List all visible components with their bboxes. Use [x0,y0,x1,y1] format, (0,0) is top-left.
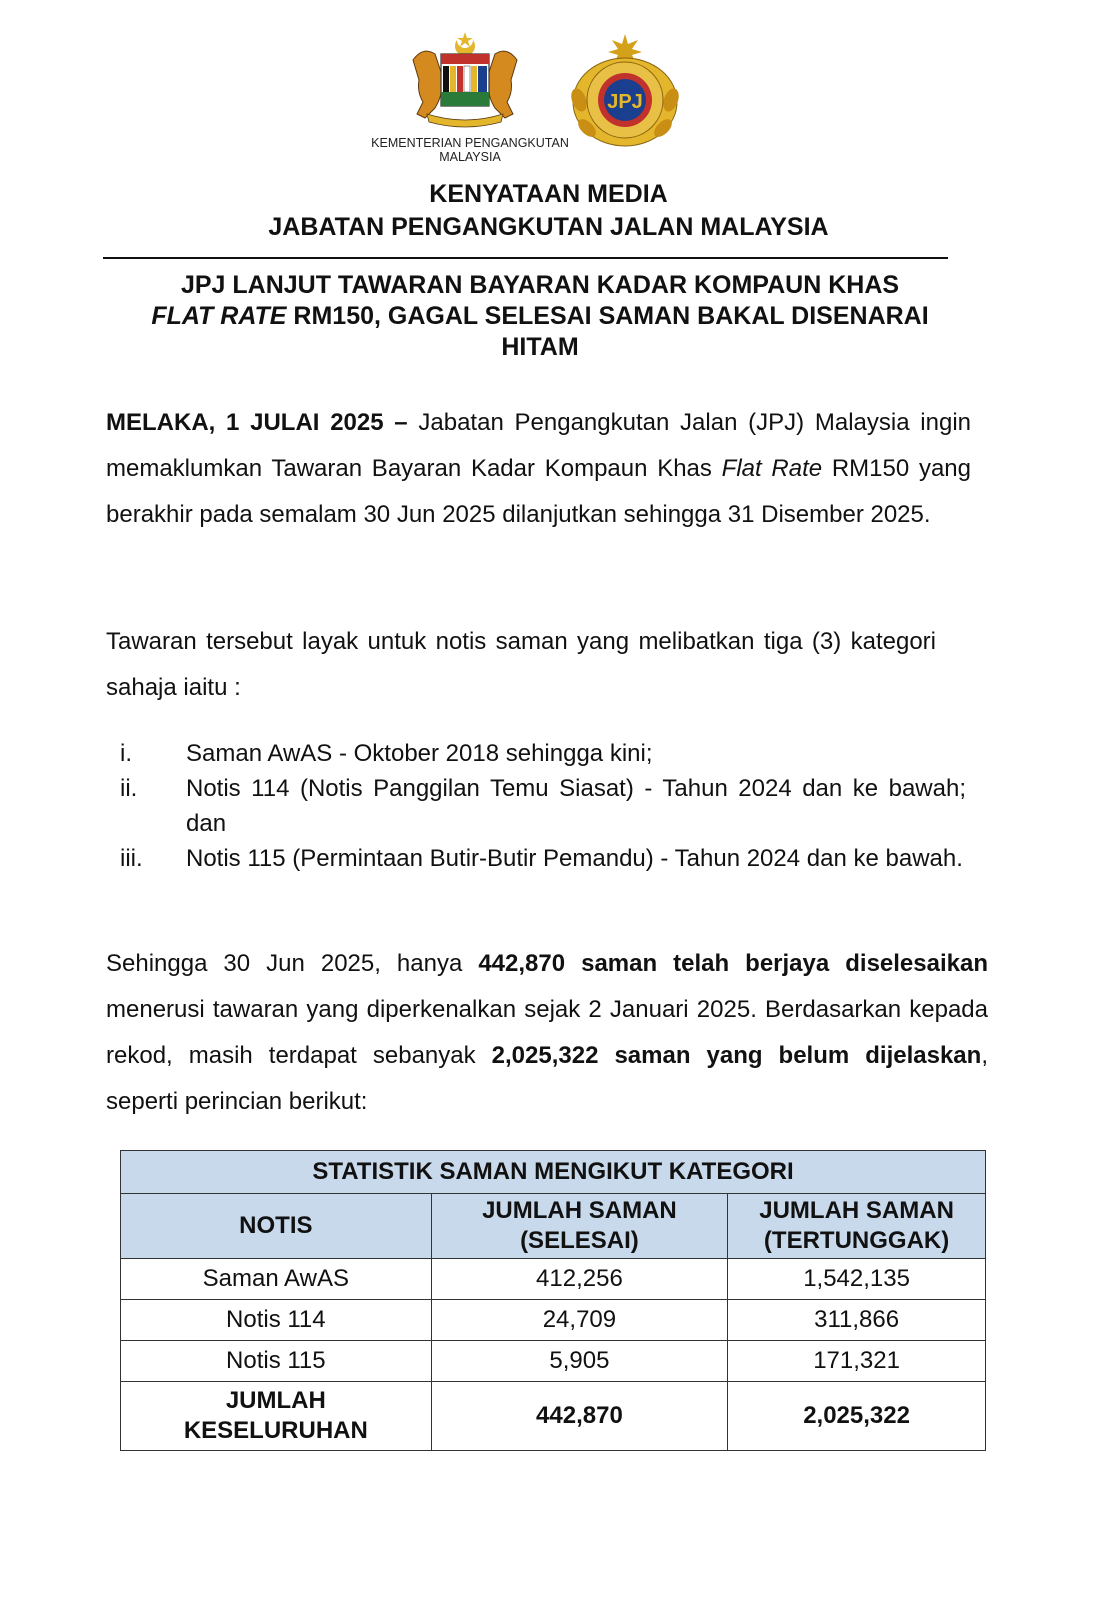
table-cell: 2,025,322 [728,1382,986,1451]
table-cell: 442,870 [431,1382,728,1451]
jpj-emblem-mark: JPJ [607,91,643,113]
headline-line2 [100,301,980,332]
table-cell: 311,866 [728,1300,986,1341]
stats-text-e: , seperti perincian berikut: [106,1042,988,1115]
paragraph-statistics [106,941,988,1125]
list-item-text: Notis 114 (Notis Panggilan Temu Siasat) - Tahun 2024 dan ke bawah; dan [186,775,966,837]
intro-text-b: RM150 yang berakhir pada semalam 30 Jun 2025 dilanjutkan sehingga 31 Disember 2025. [106,455,972,528]
headline-line2-rest: RM150, GAGAL SELESAI SAMAN BAKAL DISENARAI [286,302,929,330]
table-cell: 5,905 [431,1341,728,1382]
headline-line1: JPJ LANJUT TAWARAN BAYARAN KADAR KOMPAUN KHAS [180,271,900,299]
ministry-name-line1: KEMENTERIAN PENGANGKUTAN [371,136,569,150]
list-item [106,841,986,876]
jpj-emblem-icon [565,32,685,152]
list-item-text: Saman AwAS - Oktober 2018 sehingga kini; [186,740,653,767]
table-cell: Notis 114 [121,1300,432,1341]
coat-of-arms-icon [405,30,525,130]
press-header-line1: KENYATAAN MEDIA [429,180,668,208]
header-divider [103,257,948,259]
column-header [431,1194,728,1259]
stats-bold-resolved: 442,870 saman telah berjaya diselesaikan [478,950,988,977]
stats-text-c: menerusi tawaran yang diperkenalkan sejak 2 Januari 2025. Berdasarkan kepada rekod, masih terdapat sebanyak [106,996,988,1069]
table-cell: 1,542,135 [728,1259,986,1300]
intro-italic: Flat Rate [721,455,823,482]
total-label-line: KESELURUHAN [183,1417,368,1444]
list-item [106,771,986,841]
table-cell: Notis 115 [121,1341,432,1382]
column-header [728,1194,986,1259]
table-total-row [121,1382,986,1451]
press-header-line2: JABATAN PENGANGKUTAN JALAN MALAYSIA [268,213,829,241]
column-header [121,1194,432,1259]
paragraph-eligibility [106,619,936,711]
list-item-number: iii. [120,845,143,872]
column-header-line: NOTIS [239,1212,313,1239]
total-label-line: JUMLAH [225,1387,326,1414]
table-cell: 412,256 [431,1259,728,1300]
press-header [0,178,1097,244]
column-header-line: (TERTUNGGAK) [763,1227,950,1254]
table-cell: Saman AwAS [121,1259,432,1300]
ministry-name [355,136,585,164]
headline-italic: FLAT RATE [151,302,287,330]
total-label-cell [121,1382,432,1451]
paragraph-intro [106,400,971,538]
table-cell: 24,709 [431,1300,728,1341]
dateline: MELAKA, 1 JULAI 2025 – [106,409,408,436]
list-item [106,736,986,771]
table-header-row [121,1194,986,1259]
table-caption: STATISTIK SAMAN MENGIKUT KATEGORI [121,1151,986,1194]
headline-line3: HITAM [501,333,579,361]
table-row [121,1300,986,1341]
table-cell: 171,321 [728,1341,986,1382]
stats-bold-outstanding: 2,025,322 saman yang belum dijelaskan [491,1042,982,1069]
column-header-line: JUMLAH SAMAN [759,1197,954,1224]
headline [100,270,980,363]
statistics-table [120,1150,986,1451]
logo-header [0,30,1097,170]
column-header-line: (SELESAI) [520,1227,639,1254]
intro-text-a: Jabatan Pengangkutan Jalan (JPJ) Malaysia ingin memaklumkan Tawaran Bayaran Kadar Kompaun Khas [106,409,971,482]
ministry-name-line2: MALAYSIA [439,150,501,164]
list-item-number: i. [120,740,132,767]
table-row [121,1341,986,1382]
category-list [106,736,986,876]
column-header-line: JUMLAH SAMAN [482,1197,677,1224]
list-item-text: Notis 115 (Permintaan Butir-Butir Pemandu) - Tahun 2024 dan ke bawah. [186,845,963,872]
eligibility-text: Tawaran tersebut layak untuk notis saman yang melibatkan tiga (3) kategori sahaja iaitu : [106,628,936,701]
table-row [121,1259,986,1300]
stats-text-a: Sehingga 30 Jun 2025, hanya [106,950,479,977]
list-item-number: ii. [120,775,138,802]
